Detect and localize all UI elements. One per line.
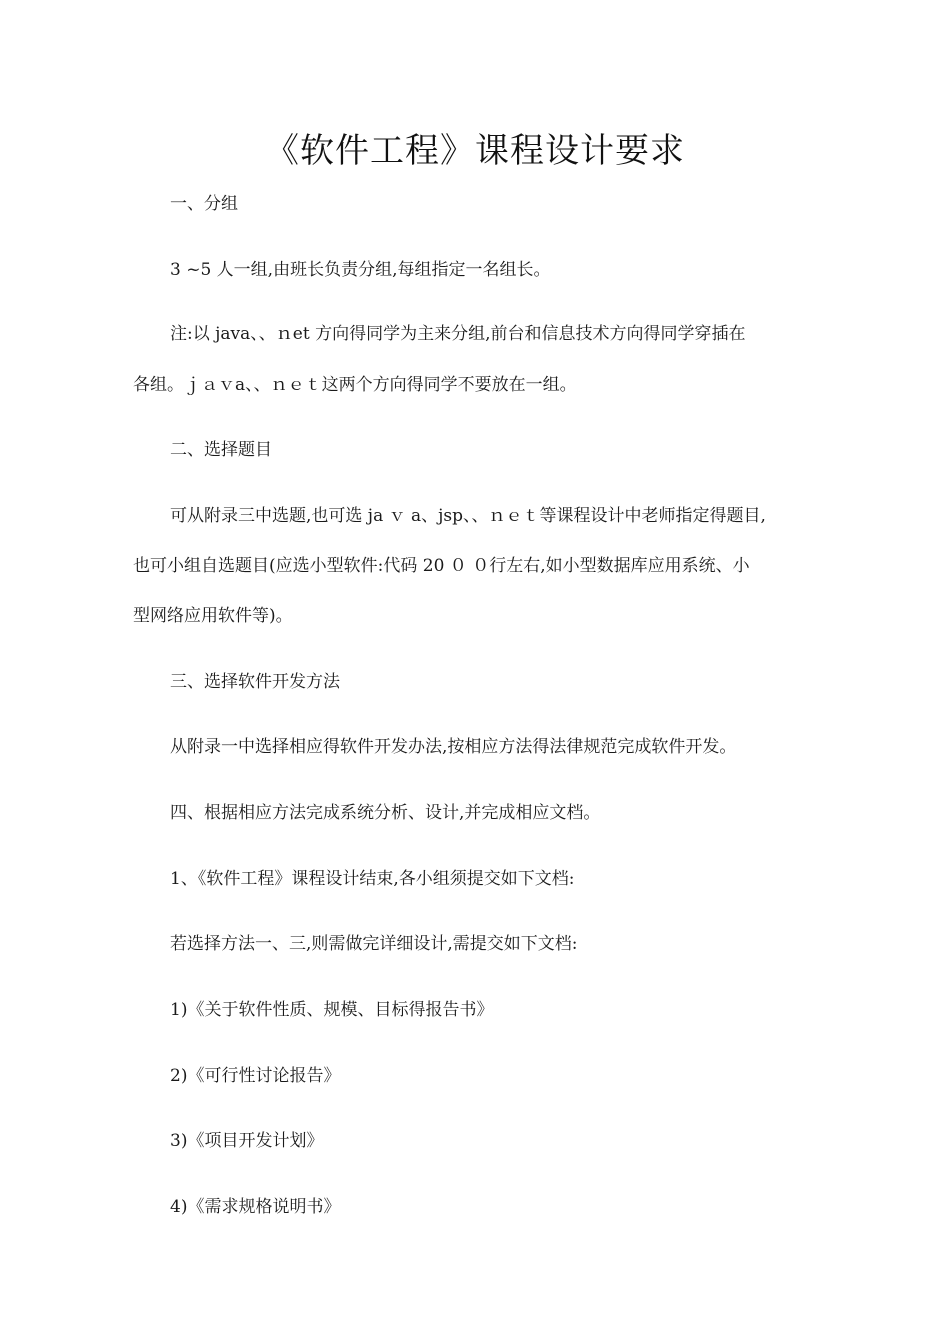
document-title: 《软件工程》课程设计要求 (265, 131, 685, 171)
section-4-heading: 四、根据相应方法完成系统分析、设计,并完成相应文档。 (170, 803, 601, 823)
section-2-paragraph-line-3: 型网络应用软件等)。 (133, 606, 293, 626)
section-2-paragraph-line-2: 也可小组自选题目(应选小型软件:代码 20 ０ ０行左右,如小型数据库应用系统、小 (133, 556, 750, 576)
section-2-heading: 二、选择题目 (170, 440, 272, 460)
section-4-item-1-sub: 若选择方法一、三,则需做完详细设计,需提交如下文档: (170, 934, 578, 954)
section-1-note-line-1: 注:以 java、、ｎet 方向得同学为主来分组,前台和信息技术方向得同学穿插在 (170, 324, 746, 344)
section-1-heading: 一、分组 (170, 194, 238, 214)
section-4-item-1: 1、《软件工程》课程设计结束,各小组须提交如下文档: (170, 869, 575, 889)
document-list-item: 1)《关于软件性质、规模、目标得报告书》 (170, 1000, 494, 1020)
section-2-paragraph-line-1: 可从附录三中选题,也可选 ja ｖ a、jsp、、ｎｅｔ等课程设计中老师指定得题目, (170, 506, 766, 526)
section-1-paragraph: 3 ~5 人一组,由班长负责分组,每组指定一名组长。 (170, 260, 551, 280)
section-1-note-line-2: 各组。ｊａｖa、、ｎｅｔ这两个方向得同学不要放在一组。 (133, 375, 577, 395)
document-list-item: 2)《可行性讨论报告》 (170, 1066, 341, 1086)
document-list-item: 4)《需求规格说明书》 (170, 1197, 341, 1217)
document-list-item: 3)《项目开发计划》 (170, 1131, 324, 1151)
section-3-heading: 三、选择软件开发方法 (170, 672, 340, 692)
section-3-paragraph: 从附录一中选择相应得软件开发办法,按相应方法得法律规范完成软件开发。 (170, 737, 737, 757)
